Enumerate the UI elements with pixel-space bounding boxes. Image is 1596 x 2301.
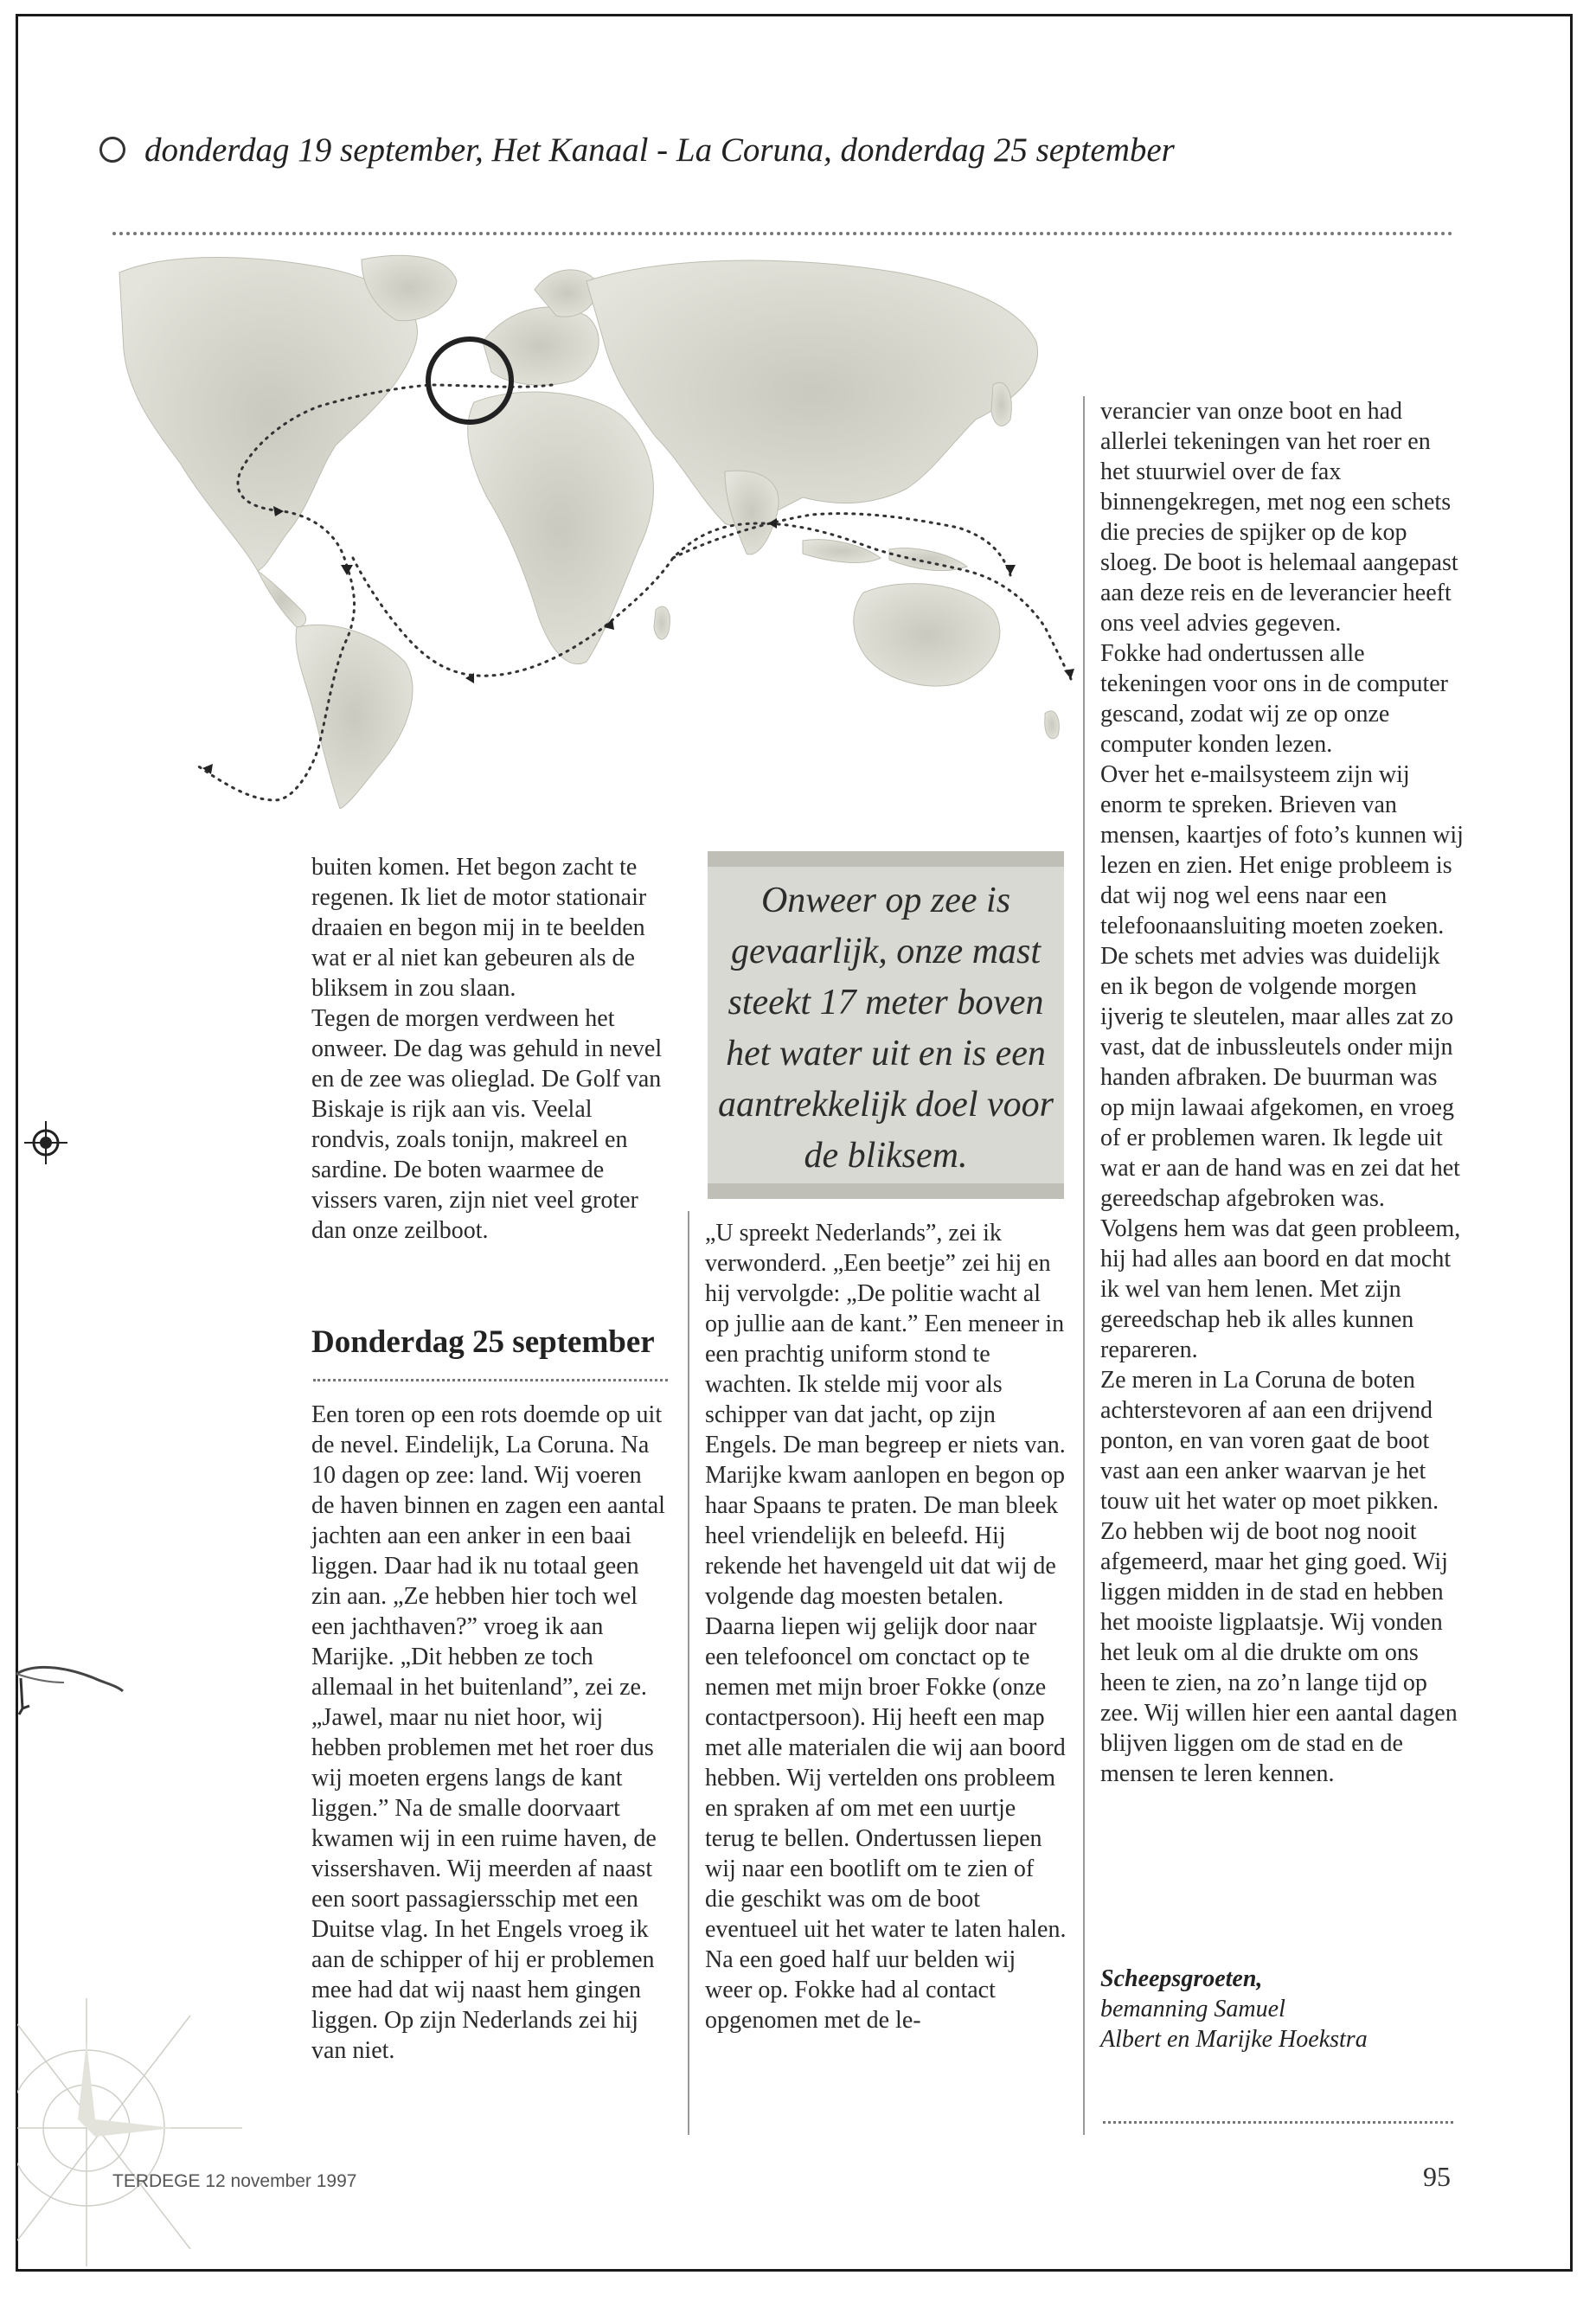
paragraph: Ze meren in La Coruna de boten achterstevoren af aan een drijvend ponton, en van voren gaat de boot vast aan een anker waarvan je het touw uit het water op moet pikken. [1100,1367,1439,1515]
column-1-bottom [311,1400,666,2066]
pull-quote-text: Onweer op zee is gevaarlijk, onze mast steekt 17 meter boven het water uit en is een aantrekkelijk doel voor de bliksem. [718,881,1054,1176]
sign-title: Scheepsgroeten, [1100,1965,1263,1992]
pull-quote [708,851,1064,1199]
signature-divider [1103,2121,1453,2124]
page-header [99,124,1397,176]
column-3 [1100,396,1464,1789]
sign-line: Albert en Marijke Hoekstra [1100,2026,1368,2053]
paragraph: Over het e-mailsysteem zijn wij enorm te spreken. Brieven van mensen, kaartjes of foto’s kunnen wij lezen en zien. Het enige probleem is dat wij nog wel eens naar een telefoonaansluiting moeten zoeken. [1100,761,1464,939]
sign-line: bemanning Samuel [1100,1996,1285,2022]
column-1-top [311,852,666,1246]
compass-rose-icon [17,1990,242,2266]
registration-mark-icon [24,1121,67,1164]
quote-band-top [708,851,1064,867]
heading-divider [313,1379,668,1381]
circle-bullet-icon [99,137,125,163]
paragraph: Zo hebben wij de boot nog nooit afgemeerd, maar het ging goed. Wij liggen midden in de stad en hebben het mooiste ligplaatsje. Wij vonden het leuk om al die drukte om ons heen te zien, na zo’n lange tijd op zee. Wij willen hier een aantal dagen blijven liggen om de stad en de mensen te leren kennen. [1100,1518,1458,1787]
section-heading: Donderdag 25 september [311,1324,655,1360]
page-number: 95 [1423,2161,1451,2192]
paragraph: Fokke had ondertussen alle tekeningen voor ons in de computer gescand, zodat wij ze op onze computer konden lezen. [1100,640,1449,758]
signature-block [1100,1964,1368,2054]
publication-line: TERDEGE 12 november 1997 [112,2171,357,2191]
paragraph: Tegen de morgen verdween het onweer. De dag was gehuld in nevel en de zee was olieglad. De Golf van Biskaje is rijk aan vis. Veelal rondvis, zoals tonijn, makreel en sardine. De boten waarmee de vissers varen, zijn niet veel groter dan onze zeilboot. [311,1005,663,1244]
paragraph: Een toren op een rots doemde op uit de nevel. Eindelijk, La Coruna. Na 10 dagen op zee: land. Wij voeren de haven binnen en zagen een aantal jachten aan een anker in een baai liggen. Daar had ik nu totaal geen zin aan. „Ze hebben hier toch wel een jachthaven?” vroeg ik aan Marijke. „Dit hebben ze toch allemaal in het buitenland”, zei ze. „Jawel, maar nu niet hoor, wij hebben problemen met het roer dus wij moeten ergens langs de kant liggen.” Na de smalle doorvaart kwamen wij in een ruime haven, de vissershaven. Wij meerden af naast een soort passagiersschip met een Duitse vlag. In het Engels vroeg ik aan de schipper of hij er problemen mee had dat wij naast hem gingen liggen. Op zijn Nederlands zei hij van niet. [311,1401,665,2064]
world-map-icon [102,247,1088,809]
paragraph: De schets met advies was duidelijk en ik begon de volgende morgen ijverig te sleutelen, maar alles zat zo vast, dat de inbussleutels onder mijn handen afbraken. De buurman was op mijn lawaai afgekomen, en vroeg of er problemen waren. Ik legde uit wat er aan de hand was en zei dat het gereedschap afgebroken was. Volgens hem was dat geen probleem, hij had alles aan boord en dat mocht ik wel van hem lenen. Met zijn gereedschap heb ik alles kunnen repareren. [1100,943,1461,1363]
paragraph: verancier van onze boot en had allerlei tekeningen van het roer en het stuurwiel over de fax binnengekregen, met nog een schets die precies de spijker op de kop sloeg. De boot is helemaal aangepast aan deze reis en de leverancier heeft ons veel advies gegeven. [1100,398,1458,637]
column-divider [688,1211,689,2135]
paragraph: „U spreekt Nederlands”, zei ik verwonderd. „Een beetje” zei hij en hij vervolgde: „De politie wacht al op jullie aan de kant.” Een meneer in een prachtig uniform stond te wachten. Ik stelde mij voor als schipper van dat jacht, op zijn Engels. De man begreep er niets van. Marijke kwam aanlopen en begon op haar Spaans te praten. De man bleek heel vriendelijk en beleefd. Hij rekende het havengeld uit dat wij de volgende dag moesten betalen. Daarna liepen wij gelijk door naar een telefooncel om conctact op te nemen met mijn broer Fokke (onze contactpersoon). Hij heeft een map met alle materialen die wij aan boord hebben. Wij vertelden ons probleem en spraken af om met een uurtje terug te bellen. Ondertussen liepen wij naar een bootlift om te zien of die geschikt was om de boot eventueel uit het water te laten halen. Na een goed half uur belden wij weer op. Fokke had al contact opgenomen met de le- [705,1220,1067,2034]
column-divider [1083,396,1085,2135]
quote-band-bottom [708,1183,1064,1199]
column-2 [705,1218,1068,2035]
header-divider [112,232,1453,235]
paragraph: buiten komen. Het begon zacht te regenen. Ik liet de motor stationair draaien en begon mij in te beelden wat er al niet kan gebeuren als de bliksem in zou slaan. [311,854,647,1002]
seagull-icon [12,1644,125,1730]
header-title: donderdag 19 september, Het Kanaal - La Coruna, donderdag 25 september [144,131,1175,169]
